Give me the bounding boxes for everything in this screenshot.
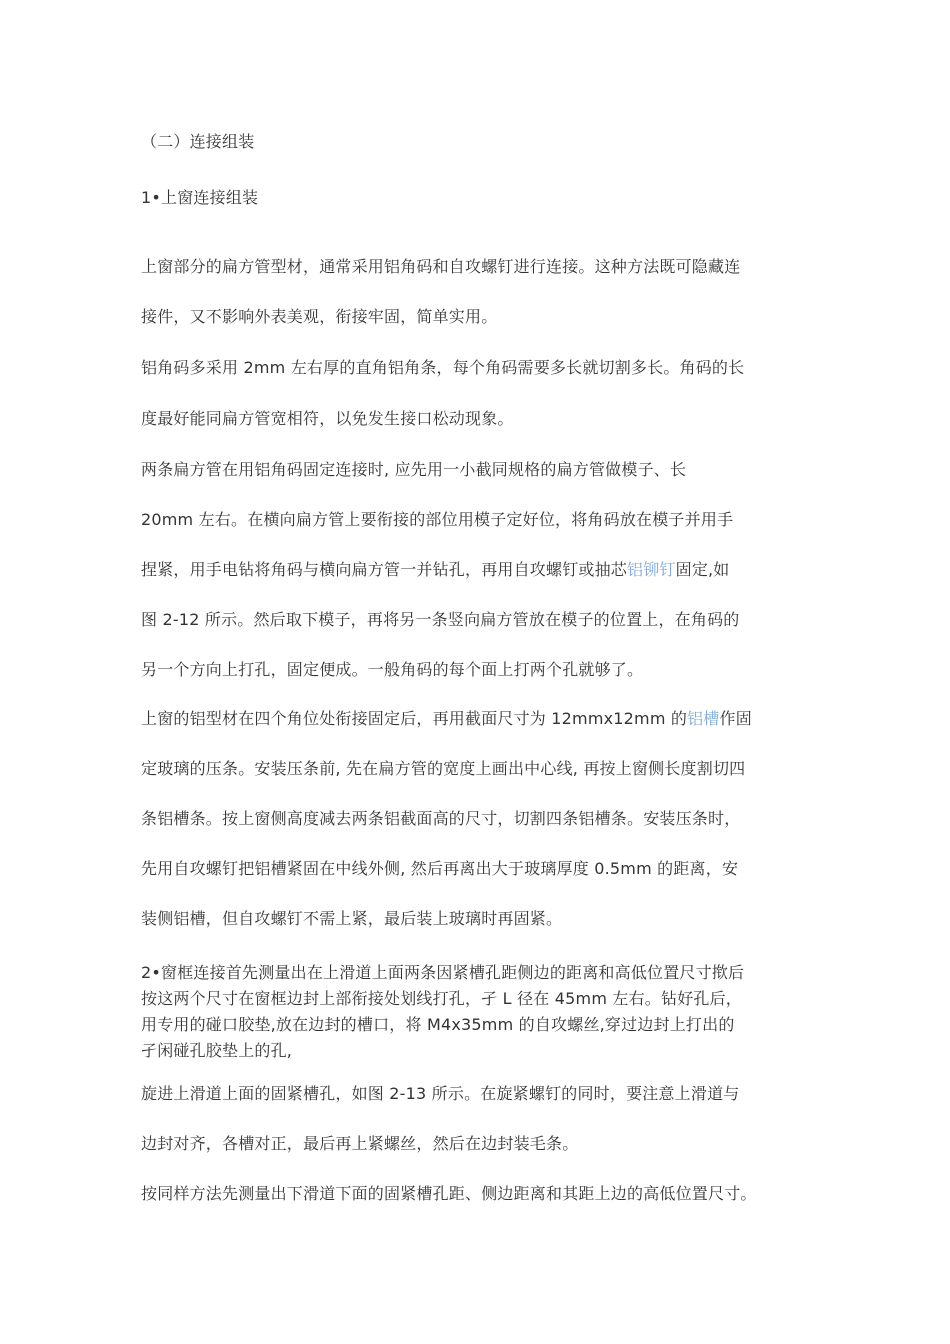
paragraph-4-line-1: [141, 708, 841, 730]
paragraph-5-line-2: 按这两个尺寸在窗框边封上部衔接处划线打孔，孑 L 径在 45mm 左右。钻好孔后，: [141, 989, 742, 1008]
paragraph-1-line-2: 接件，又不影响外表美观，衔接牢固，简单实用。: [141, 307, 498, 326]
subsection-title-1: 1•上窗连接组装: [141, 188, 259, 207]
paragraph-4-line-1-text-b: 作固: [719, 709, 752, 728]
paragraph-2-line-1: 铝角码多采用 2mm 左右厚的直角铝角条，每个角码需要多长就切割多长。角码的长: [141, 358, 745, 377]
paragraph-3-line-3-text-a: 捏紧，用手电钻将角码与横向扁方管一并钻孔，再用自攻螺钉或抽芯: [141, 560, 628, 579]
paragraph-5-line-3: 用专用的碰口胶垫,放在边封的槽口，将 M4x35mm 的自攻螺丝,穿过边封上打出的: [141, 1015, 735, 1034]
paragraph-3-line-3: [141, 559, 841, 581]
paragraph-6-line-2: 边封对齐，各槽对正，最后再上紧螺丝，然后在边封装毛条。: [141, 1134, 579, 1153]
section-title: （二）连接组装: [141, 132, 255, 151]
paragraph-3-line-2: 20mm 左右。在横向扁方管上要衔接的部位用模子定好位，将角码放在模子并用手: [141, 510, 734, 529]
paragraph-3-line-1: 两条扁方管在用铝角码固定连接时, 应先用一小截同规格的扁方管做模子、长: [141, 460, 687, 479]
paragraph-5-line-4: 孑闲碰孔胶垫上的孔,: [141, 1041, 293, 1060]
aluminum-rivet-link[interactable]: 铝铆钉: [627, 560, 676, 579]
paragraph-4-line-4: 先用自攻螺钉把铝槽紧固在中线外侧, 然后再离出大于玻璃厚度 0.5mm 的距离，安: [141, 859, 739, 878]
paragraph-2-line-2: 度最好能同扁方管宽相符，以免发生接口松动现象。: [141, 409, 514, 428]
paragraph-4-line-5: 装侧铝槽，但自攻螺钉不需上紧，最后装上玻璃时再固紧。: [141, 909, 563, 928]
aluminum-channel-link[interactable]: 铝槽: [687, 709, 720, 728]
paragraph-4-line-1-text-a: 上窗的铝型材在四个角位处衔接固定后，再用截面尺寸为 12mmx12mm 的: [141, 709, 688, 728]
paragraph-3-line-3-text-b: 固定,如: [675, 560, 730, 579]
paragraph-3-line-5: 另一个方向上打孔，固定便成。一般角码的每个面上打两个孔就够了。: [141, 660, 644, 679]
paragraph-3-line-4: 图 2-12 所示。然后取下模子，再将另一条竖向扁方管放在模子的位置上，在角码的: [141, 610, 740, 629]
paragraph-4-line-2: 定玻璃的压条。安装压条前, 先在扁方管的宽度上画出中心线, 再按上窗侧长度割切四: [141, 759, 746, 778]
paragraph-4-line-3: 条铝槽条。按上窗侧高度减去两条铝截面高的尺寸，切割四条铝槽条。安装压条时，: [141, 809, 741, 828]
paragraph-6-line-1: 旋进上滑道上面的固紧槽孔，如图 2-13 所示。在旋紧螺钉的同时，要注意上滑道与: [141, 1084, 740, 1103]
paragraph-1-line-1: 上窗部分的扁方管型材，通常采用铝角码和自攻螺钉进行连接。这种方法既可隐藏连: [141, 257, 741, 276]
paragraph-5-line-1: 2•窗框连接首先测量出在上滑道上面两条因紧槽孔距侧边的距离和高低位置尺寸揿后: [141, 963, 745, 982]
paragraph-7-line-1: 按同样方法先测量出下滑道下面的固紧槽孔距、侧边距离和其距上边的高低位置尺寸。: [141, 1184, 757, 1203]
